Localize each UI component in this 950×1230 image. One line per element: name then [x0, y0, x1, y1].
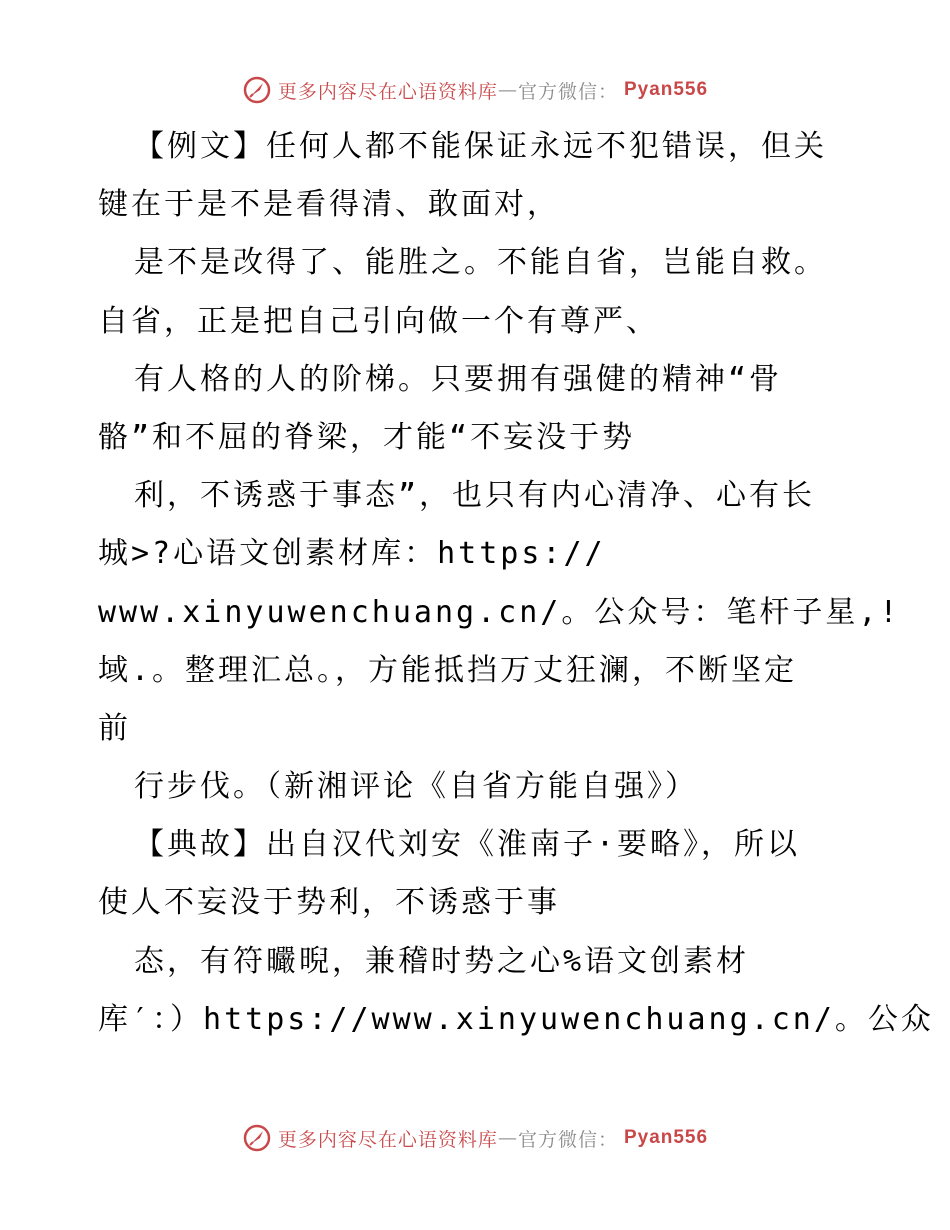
document-body	[98, 118, 934, 1049]
footer-wechat-label: 官方微信：	[517, 1128, 618, 1151]
text-line: 行步伐。（新湘评论《自省方能自强》）	[134, 769, 698, 805]
text-line: 骼”和不屈的脊梁，才能“不妄没于势	[98, 419, 636, 455]
footer-wechat-id: Pyan556	[623, 1127, 709, 1148]
text-line: 是不是改得了、能胜之。不能自省，岂能自救。	[134, 245, 827, 281]
text-line: 自省，正是把自己引向做一个有尊严、	[98, 303, 659, 339]
text-line: 利，不诱惑于事态”，也只有内心清净、心有长	[134, 478, 816, 514]
text-line: www.xinyuwenchuang.cn/。公众号：笔杆子星,!	[98, 594, 901, 630]
text-line: 库′：）https://www.xinyuwenchuang.cn/。公众	[98, 1001, 934, 1037]
text-line: 态，有符曮晲，兼稽时势之心%语文创素材	[134, 943, 750, 979]
text-line: 域.。整理汇总。，方能抵挡万丈狂澜，不断坚定	[98, 652, 798, 688]
footer-banner-separator: —	[497, 1127, 518, 1149]
text-line: 使人不妄没于势利，不诱惑于事	[98, 885, 560, 921]
text-line: 城>?心语文创素材库：https://	[98, 536, 606, 572]
footer-banner-text: 更多内容尽在心语资料库	[277, 1128, 498, 1151]
text-line: 【例文】任何人都不能保证永远不犯错误，但关	[134, 129, 827, 164]
header-wechat-label: 官方微信：	[517, 80, 618, 103]
text-line: 键在于是不是看得清、敢面对，	[98, 187, 560, 223]
header-banner	[0, 70, 950, 110]
quill-logo-icon	[242, 75, 272, 105]
header-banner-text: 更多内容尽在心语资料库	[277, 80, 498, 103]
header-banner-separator: —	[497, 79, 518, 101]
text-line: 【典故】出自汉代刘安《淮南子·要略》，所以	[134, 827, 801, 863]
header-wechat-id: Pyan556	[623, 79, 709, 100]
footer-banner	[0, 1118, 950, 1158]
text-line: 前	[98, 710, 131, 746]
text-line: 有人格的人的阶梯。只要拥有强健的精神“骨	[134, 361, 783, 397]
quill-logo-icon	[242, 1123, 272, 1153]
